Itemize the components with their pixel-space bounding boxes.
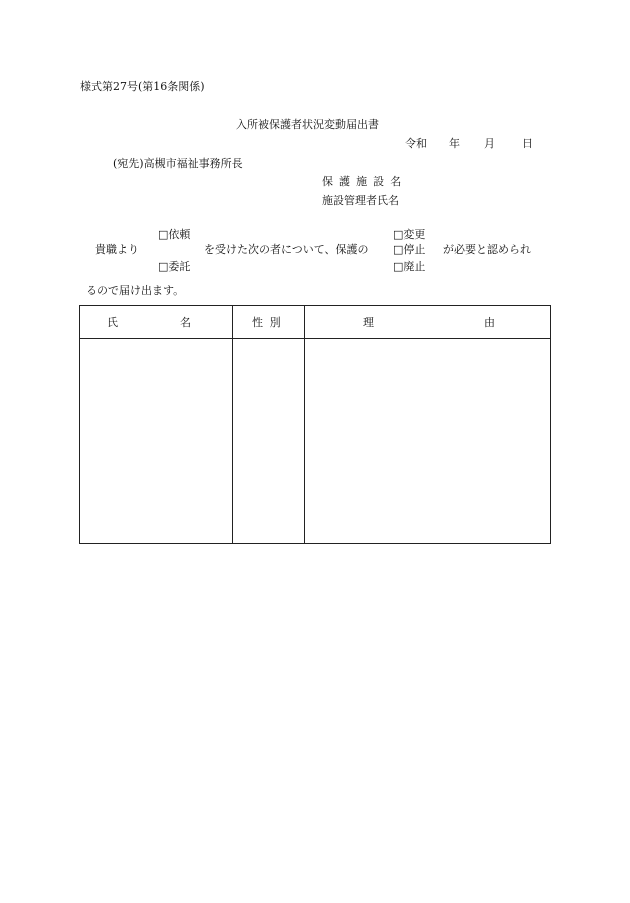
document-title: 入所被保護者状況変動届出書 [236, 118, 379, 131]
date-line [405, 137, 533, 151]
option-haishi-checkbox[interactable]: □廃止 [393, 260, 426, 273]
facility-name-label: 保護施設名 [322, 175, 408, 188]
date-day: 日 [522, 137, 533, 150]
body-end-text: が必要と認められ [443, 243, 531, 256]
manager-name-label: 施設管理者氏名 [322, 194, 399, 207]
form-number: 様式第27号(第16条関係) [80, 80, 205, 93]
option-teishi-checkbox[interactable]: □停止 [393, 243, 426, 256]
date-era: 令和 [405, 137, 427, 150]
column-divider-sex-reason [304, 306, 305, 543]
record-table [79, 305, 551, 544]
option-henkou-checkbox[interactable]: □変更 [393, 228, 426, 241]
header-sex: 性別 [252, 316, 288, 329]
header-reason-part2: 由 [484, 316, 495, 329]
date-month: 月 [484, 137, 495, 150]
header-reason-part1: 理 [363, 316, 374, 329]
body-continuation-text: るので届け出ます。 [86, 284, 185, 297]
header-divider [80, 338, 550, 339]
date-year: 年 [449, 137, 460, 150]
addressee: (宛先)高槻市福祉事務所長 [113, 157, 243, 170]
column-divider-name-sex [232, 306, 233, 543]
option-irai-checkbox[interactable]: □依頼 [158, 228, 191, 241]
header-name-part1: 氏 [107, 316, 118, 329]
header-name-part2: 名 [180, 316, 191, 329]
from-label: 貴職より [95, 243, 139, 256]
option-itaku-checkbox[interactable]: □委託 [158, 260, 191, 273]
body-middle-text: を受けた次の者について、保護の [204, 243, 369, 256]
